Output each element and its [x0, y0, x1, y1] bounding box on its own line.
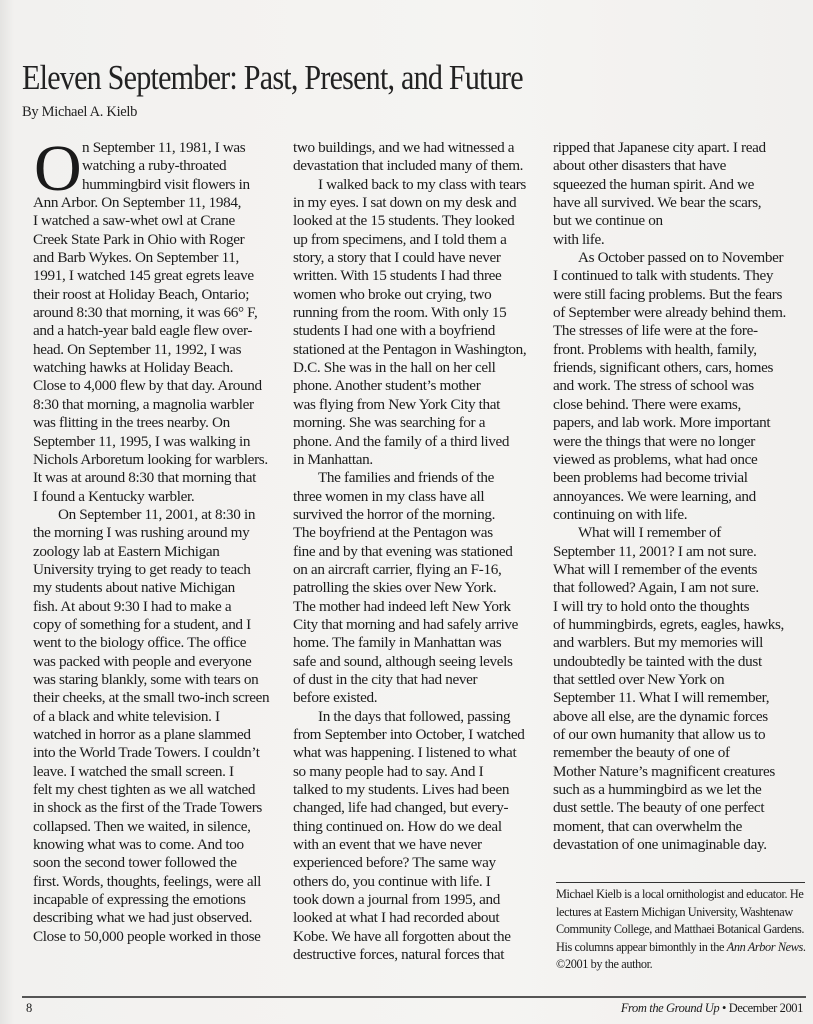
- text-line: describing what we had just observed.: [33, 909, 253, 927]
- text-line: felt my chest tighten as we all watched: [33, 781, 256, 799]
- text-line: up from specimens, and I told them a: [293, 230, 507, 248]
- text-line: incapable of expressing the emotions: [33, 891, 246, 909]
- text-line: been problems had become trivial: [553, 469, 748, 487]
- text-line: fine and by that evening was stationed: [293, 542, 513, 560]
- text-line: students I had one with a boyfriend: [293, 322, 496, 340]
- text-line: and warblers. But my memories will: [553, 634, 763, 652]
- text-line: safe and sound, although seeing levels: [293, 652, 513, 670]
- paragraph-start-line: The families and friends of the: [318, 469, 494, 487]
- text-line: was flitting in the trees nearby. On: [33, 414, 230, 432]
- text-line: the morning I was rushing around my: [33, 524, 250, 542]
- text-line: front. Problems with health, family,: [553, 340, 757, 358]
- text-line: first. Words, thoughts, feelings, were all: [33, 872, 262, 890]
- text-line: above all else, are the dynamic forces: [553, 707, 768, 725]
- text-line: I found a Kentucky warbler.: [33, 487, 195, 505]
- text-line: watching a ruby-throated: [82, 157, 227, 175]
- text-line: others do, you continue with life. I: [293, 872, 491, 890]
- text-line: moment, that can overwhelm the: [553, 817, 742, 835]
- newspaper-name: Ann Arbor News: [726, 939, 803, 954]
- text-line: University trying to get ready to teach: [33, 560, 251, 578]
- text-line: It was at around 8:30 that morning that: [33, 469, 256, 487]
- footer-separator: •: [719, 1001, 729, 1015]
- text-line: survived the horror of the morning.: [293, 505, 496, 523]
- text-line: such as a hummingbird as we let the: [553, 781, 762, 799]
- text-line: from September into October, I watched: [293, 726, 525, 743]
- text-line: three women in my class have all: [293, 487, 485, 505]
- article-column-1: [33, 132, 285, 946]
- drop-cap: O: [34, 132, 82, 205]
- text-line: continuing on with life.: [553, 505, 688, 523]
- text-line: of dust in the city that had never: [293, 670, 478, 688]
- text-line: Creek State Park in Ohio with Roger: [33, 230, 245, 248]
- bio-line: Community College, and Matthaei Botanical Gardens.: [556, 922, 805, 937]
- text-line: n September 11, 1981, I was: [82, 139, 246, 156]
- text-line: phone. And the family of a third lived: [293, 432, 510, 450]
- text-line: Mother Nature’s magnificent creatures: [553, 762, 775, 780]
- text-line: of September were already behind them.: [553, 304, 786, 322]
- text-line: before existed.: [293, 689, 378, 707]
- text-line: into the World Trade Towers. I couldn’t: [33, 744, 260, 762]
- paragraph-start-line: As October passed on to November: [578, 249, 784, 267]
- bio-line: Michael Kielb is a local ornithologist and educator. He: [556, 887, 804, 901]
- text-line: devastation that included many of them.: [293, 157, 524, 175]
- text-line: viewed as problems, what had once: [553, 450, 758, 468]
- text-line: on an aircraft carrier, flying an F-16,: [293, 560, 502, 578]
- text-line: phone. Another student’s mother: [293, 377, 481, 395]
- text-line: knowing what was to come. And too: [33, 836, 244, 854]
- text-line: what was happening. I listened to what: [293, 744, 517, 762]
- text-line: experienced before? The same way: [293, 854, 496, 872]
- text-line: changed, life had changed, but every-: [293, 799, 509, 817]
- text-line: City that morning and had safely arrive: [293, 615, 519, 633]
- footer-publication-info: [621, 1000, 803, 1016]
- publication-name: From the Ground Up: [620, 1001, 720, 1015]
- text-line: What will I remember of the events: [553, 560, 758, 578]
- text-line: their cheeks, at the small two-inch screen: [33, 689, 270, 707]
- text-line: around 8:30 that morning, it was 66° F,: [33, 304, 258, 322]
- issue-date: December 2001: [728, 1001, 803, 1015]
- text-line: in shock as the first of the Trade Towers: [33, 799, 262, 817]
- paragraph-start-line: In the days that followed, passing: [318, 707, 511, 725]
- text-line: stationed at the Pentagon in Washington,: [293, 340, 527, 358]
- text-line: I continued to talk with students. They: [553, 267, 774, 285]
- bio-text: .: [802, 939, 806, 954]
- article-column-2: [293, 139, 545, 964]
- text-line: September 11. What I will remember,: [553, 689, 770, 707]
- bio-text: His columns appear bimonthly in the: [556, 939, 727, 954]
- text-line: my students about native Michigan: [33, 579, 235, 597]
- text-line: watching hawks at Holiday Beach.: [33, 359, 234, 377]
- text-line: was flying from New York City that: [293, 395, 501, 413]
- text-line: took down a journal from 1995, and: [293, 891, 501, 909]
- text-line: their roost at Holiday Beach, Ontario;: [33, 285, 250, 303]
- text-line: talked to my students. Lives had been: [293, 781, 510, 799]
- text-line: hummingbird visit flowers in: [82, 175, 250, 193]
- bio-divider: [556, 882, 805, 883]
- text-line: morning. She was searching for a: [293, 414, 486, 432]
- text-line: The boyfriend at the Pentagon was: [293, 524, 493, 542]
- text-line: of a black and white television. I: [33, 707, 220, 725]
- text-line: Nichols Arboretum looking for warblers.: [33, 450, 268, 468]
- article-column-3: [553, 139, 805, 854]
- text-line: of hummingbirds, egrets, eagles, hawks,: [553, 615, 784, 633]
- text-line: was staring blankly, some with tears on: [33, 670, 259, 688]
- text-line: remember the beauty of one of: [553, 744, 730, 762]
- text-line: and work. The stress of school was: [553, 377, 754, 395]
- text-line: 8:30 that morning, a magnolia warbler: [33, 395, 254, 413]
- paragraph-start-line: On September 11, 2001, at 8:30 in: [58, 505, 256, 523]
- text-line: of our own humanity that allow us to: [553, 726, 766, 743]
- text-line: leave. I watched the small screen. I: [33, 762, 234, 780]
- text-line: looked at the 15 students. They looked: [293, 212, 515, 230]
- text-line: dust settle. The beauty of one perfect: [553, 799, 765, 817]
- text-line: I watched a saw-whet owl at Crane: [33, 212, 235, 230]
- text-line: about other disasters that have: [553, 157, 727, 175]
- bio-line: [556, 939, 806, 957]
- text-line: squeezed the human spirit. And we: [553, 175, 755, 193]
- text-line: Kobe. We have all forgotten about the: [293, 927, 511, 945]
- text-line: written. With 15 students I had three: [293, 267, 502, 285]
- text-line: were still facing problems. But the fears: [553, 285, 782, 303]
- author-bio: [556, 886, 806, 974]
- article-title: Eleven September: Past, Present, and Future: [22, 58, 523, 97]
- paragraph-start-line: What will I remember of: [578, 524, 721, 542]
- text-line: copy of something for a student, and I: [33, 615, 251, 633]
- text-line: fish. At about 9:30 I had to make a: [33, 597, 232, 615]
- text-line: story, a story that I could have never: [293, 249, 501, 267]
- text-line: The mother had indeed left New York: [293, 597, 511, 615]
- text-line: watched in horror as a plane slammed: [33, 726, 251, 743]
- text-line: September 11, 1995, I was walking in: [33, 432, 251, 450]
- text-line: were the things that were no longer: [553, 432, 755, 450]
- text-line: soon the second tower followed the: [33, 854, 237, 872]
- text-line: destructive forces, natural forces that: [293, 946, 505, 964]
- text-line: Close to 50,000 people worked in those: [33, 927, 261, 945]
- text-line: head. On September 11, 1992, I was: [33, 340, 242, 358]
- text-line: 1991, I watched 145 great egrets leave: [33, 267, 254, 285]
- text-line: Close to 4,000 flew by that day. Around: [33, 377, 262, 395]
- text-line: but we continue on: [553, 212, 663, 230]
- text-line: with an event that we have never: [293, 836, 482, 854]
- text-line: I will try to hold onto the thoughts: [553, 597, 750, 615]
- text-line: annoyances. We were learning, and: [553, 487, 756, 505]
- text-line: devastation of one unimaginable day.: [553, 836, 767, 854]
- text-line: patrolling the skies over New York.: [293, 579, 497, 597]
- text-line: D.C. She was in the hall on her cell: [293, 359, 496, 377]
- text-line: undoubtedly be tainted with the dust: [553, 652, 762, 670]
- text-line: ripped that Japanese city apart. I read: [553, 139, 766, 156]
- text-line: The stresses of life were at the fore-: [553, 322, 758, 340]
- text-line: that settled over New York on: [553, 670, 725, 688]
- text-line: in my eyes. I sat down on my desk and: [293, 194, 517, 212]
- text-line: friends, significant others, cars, homes: [553, 359, 774, 377]
- text-line: thing continued on. How do we deal: [293, 817, 502, 835]
- text-line: collapsed. Then we waited, in silence,: [33, 817, 251, 835]
- text-line: Ann Arbor. On September 11, 1984,: [33, 194, 242, 212]
- page-number: 8: [26, 1001, 33, 1015]
- text-line: women who broke out crying, two: [293, 285, 492, 303]
- text-line: looked at what I had recorded about: [293, 909, 500, 927]
- footer-divider: [22, 996, 806, 998]
- text-line: so many people had to say. And I: [293, 762, 484, 780]
- bio-line: lectures at Eastern Michigan University, Washtenaw: [556, 904, 793, 919]
- text-line: was packed with people and everyone: [33, 652, 252, 670]
- copyright-line: ©2001 by the author.: [556, 957, 653, 972]
- text-line: with life.: [553, 230, 605, 248]
- text-line: went to the biology office. The office: [33, 634, 247, 652]
- text-line: two buildings, and we had witnessed a: [293, 139, 515, 156]
- text-line: that followed? Again, I am not sure.: [553, 579, 759, 597]
- article-byline: By Michael A. Kielb: [22, 104, 138, 120]
- text-line: running from the room. With only 15: [293, 304, 507, 322]
- text-line: close behind. There were exams,: [553, 395, 741, 413]
- text-line: and Barb Wykes. On September 11,: [33, 249, 239, 267]
- text-line: zoology lab at Eastern Michigan: [33, 542, 220, 560]
- text-line: in Manhattan.: [293, 450, 373, 468]
- text-line: home. The family in Manhattan was: [293, 634, 502, 652]
- text-line: have all survived. We bear the scars,: [553, 194, 762, 212]
- text-line: September 11, 2001? I am not sure.: [553, 542, 757, 560]
- paragraph-start-line: I walked back to my class with tears: [318, 175, 526, 193]
- text-line: and a hatch-year bald eagle flew over-: [33, 322, 253, 340]
- text-line: papers, and lab work. More important: [553, 414, 771, 432]
